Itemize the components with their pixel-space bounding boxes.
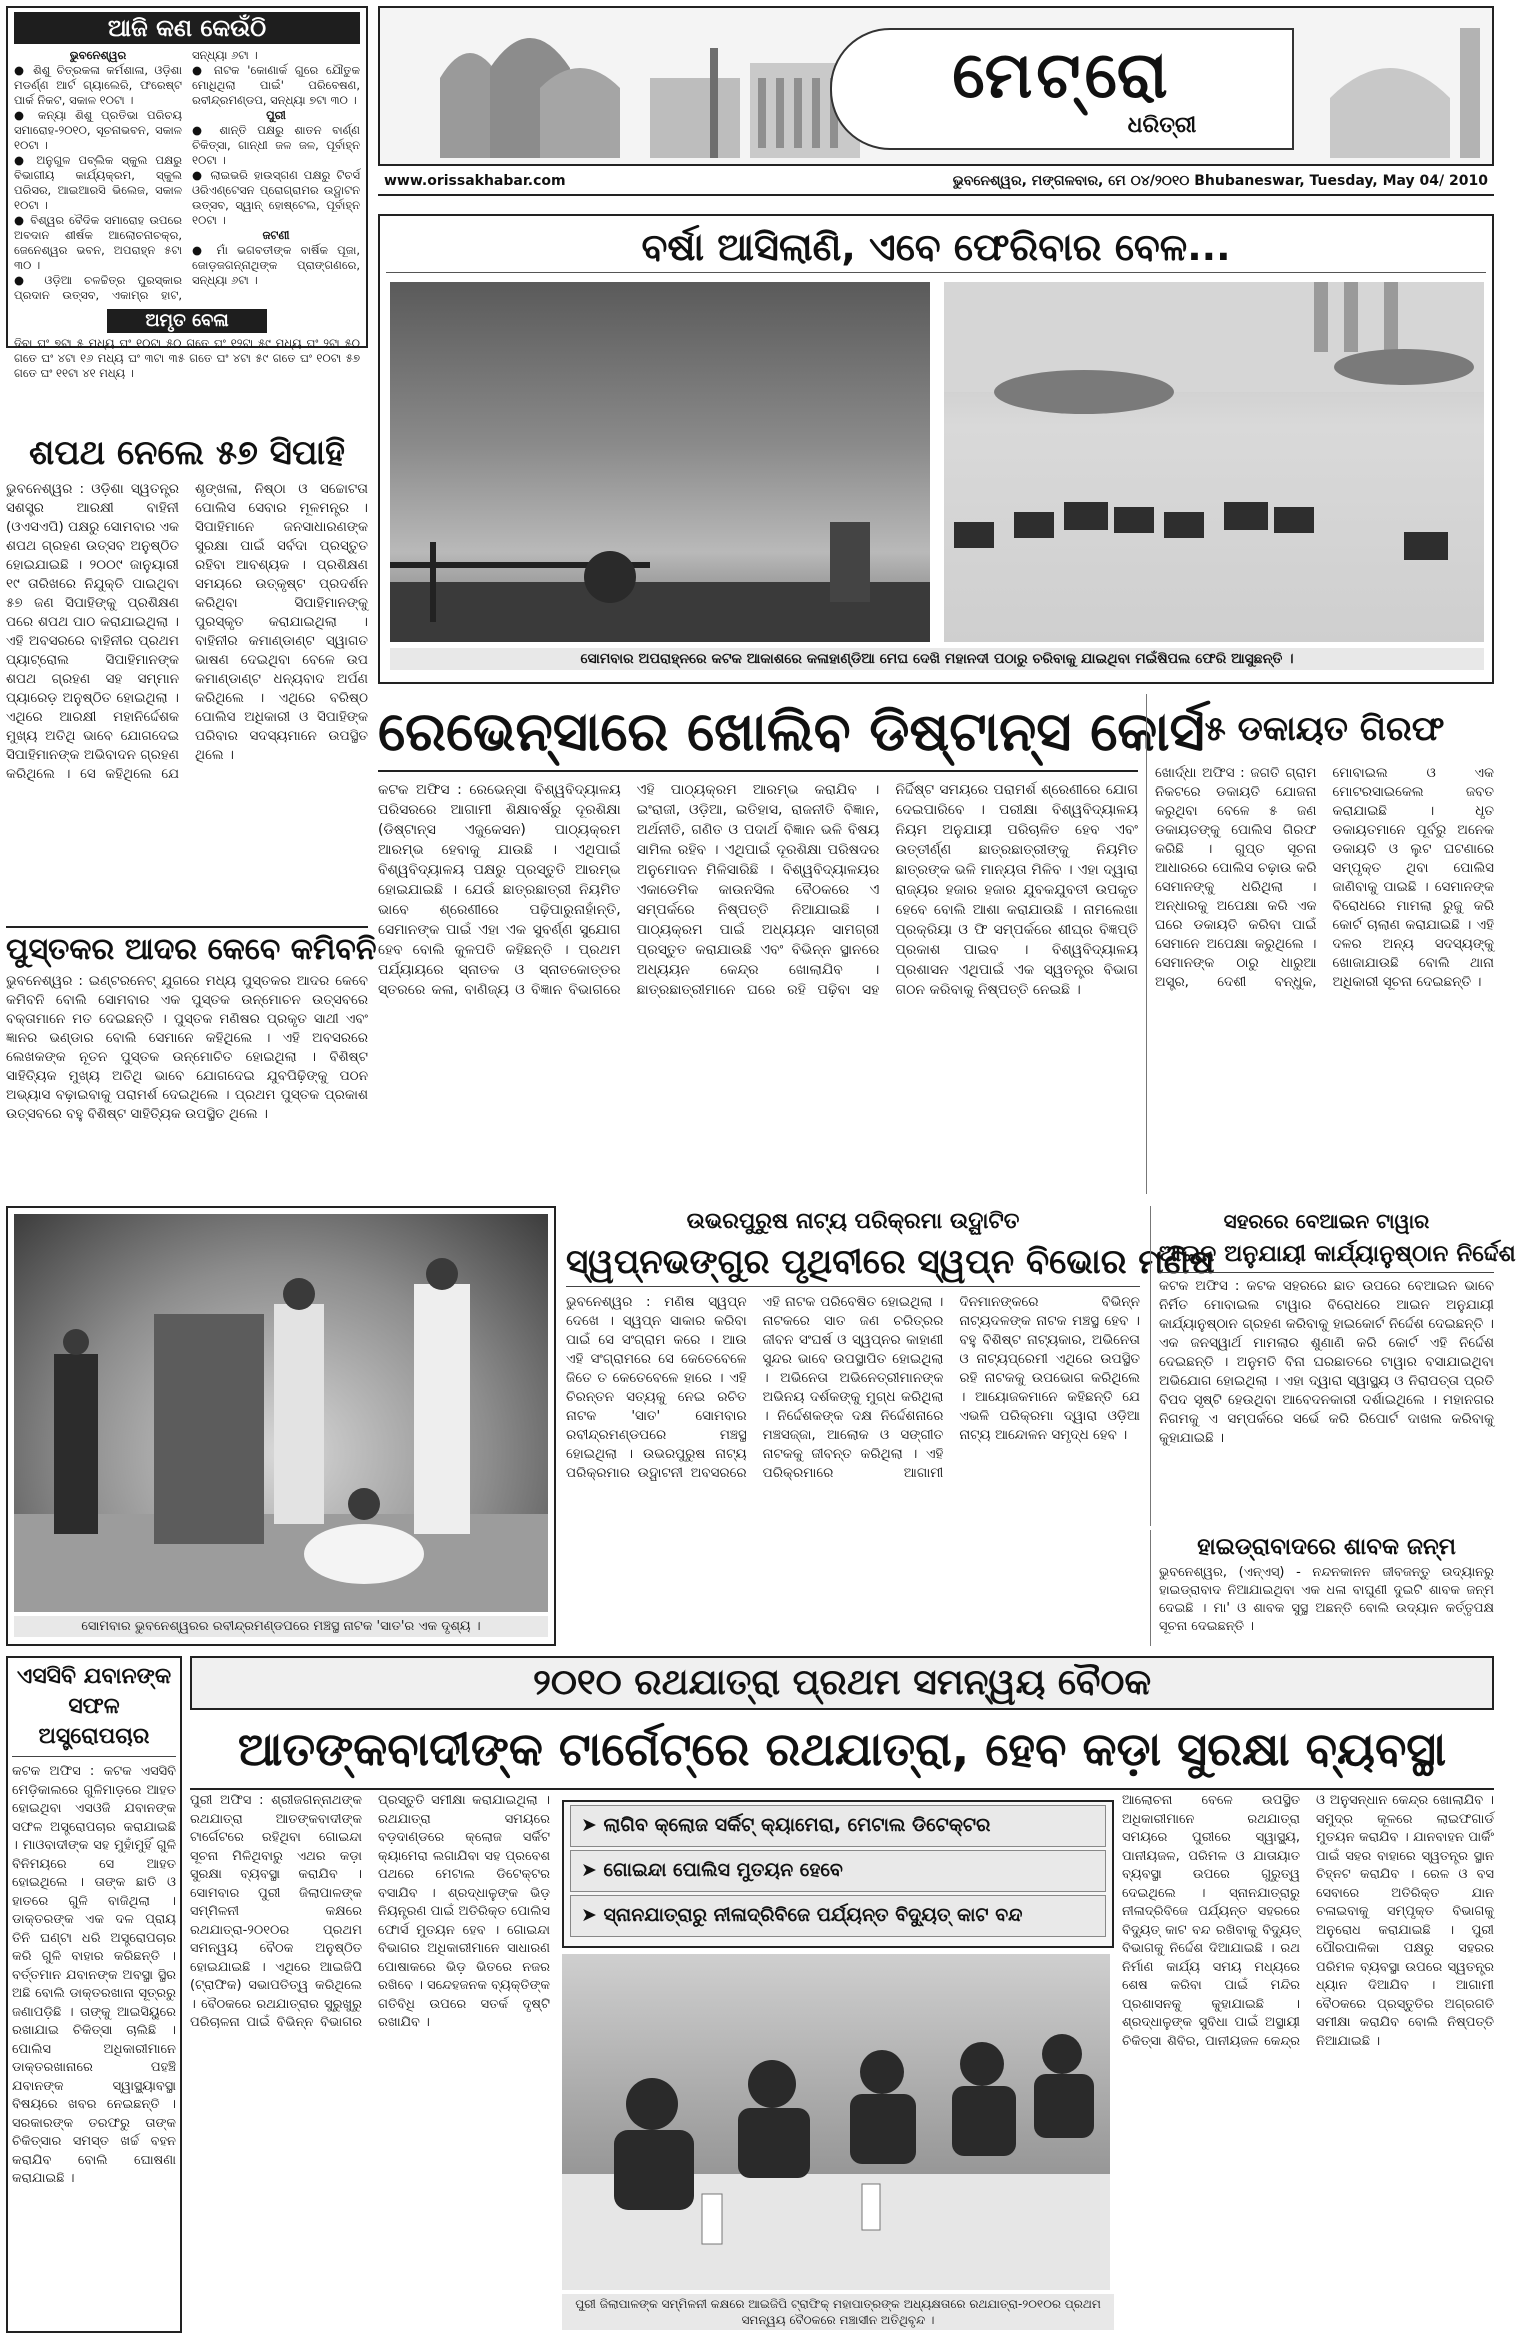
rathyatra-bullet-item: ➤ ଲାଗିବ କ୍ଲୋଜ ସର୍କିଟ୍ କ୍ୟାମେରା, ମେଟାଲ ଡିଟେକ୍ଟର [570,1805,1106,1847]
today-events-title: ଆଜି କଣ କେଉଁଠି [14,12,360,44]
masthead-title: ମେଟ୍ରୋ [952,39,1172,113]
hyena-body: ଭୁବନେଶ୍ୱର, (ଏନ୍ଏସ୍) - ନନ୍ଦନକାନନ ଜୀବଜନ୍ତୁ ଉଦ୍ୟାନରୁ ହାଇଡ୍ରାବାଦ ନିଆଯାଇଥିବା ଏକ ଧଳା ବାଘୁଣୀ ଦୁଇଟି ଶାବକ ଜନ୍ମ ଦେଇଛି । ମା' ଓ ଶାବକ ସୁସ୍ଥ ଅଛନ୍ତି ବୋଲି ଉଦ୍ୟାନ କର୍ତ୍ତୃପକ୍ଷ ସୂଚନା ଦେଇଛନ୍ତି । [1159,1565,1494,1634]
hyena-headline: ହାଇଡ୍ରାବାଦରେ ଶାବକ ଜନ୍ମ [1197,1534,1456,1560]
tower-body: କଟକ ଅଫିସ : କଟକ ସହରରେ ଛାତ ଉପରେ ବେଆଇନ ଭାବେ ନିର୍ମିତ ମୋବାଇଲ ଟାୱାର ବିରୋଧରେ ଆଇନ ଅନୁଯାୟୀ କାର୍ଯ୍ୟାନୁଷ୍ଠାନ ଗ୍ରହଣ କରିବାକୁ ହାଇକୋର୍ଟ ନିର୍ଦ୍ଦେଶ ଦେଇଛନ୍ତି । ଏକ ଜନସ୍ୱାର୍ଥ ମାମଲାର ଶୁଣାଣି କରି କୋର୍ଟ ଏହି ନିର୍ଦ୍ଦେଶ ଦେଇଛନ୍ତି । ଅନୁମତି ବିନା ଘରଛାତରେ ଟାୱାର ବସାଯାଇଥିବା ଅଭିଯୋଗ ହୋଇଥିଲା । ଏହା ଦ୍ୱାରା ସ୍ୱାସ୍ଥ୍ୟ ଓ ନିରାପତ୍ତା ପ୍ରତି ବିପଦ ସୃଷ୍ଟି ହେଉଥିବା ଆବେଦନକାରୀ ଦର୍ଶାଇଥିଲେ । ମହାନଗର ନିଗମକୁ ଏ ସମ୍ପର୍କରେ ସର୍ଭେ କରି ରିପୋର୍ଟ ଦାଖଲ କରିବାକୁ କୁହାଯାଇଛି । [1159,1278,1494,1446]
masthead [378,6,1494,166]
buffalo-photo-art [944,282,1484,642]
oath-body: ଭୁବନେଶ୍ୱର : ଓଡ଼ିଶା ସ୍ୱତନ୍ତ୍ର ସଶସ୍ତ୍ର ଆରକ୍ଷୀ ବାହିନୀ (ଓଏସଏପି) ପକ୍ଷରୁ ସୋମବାର ଏକ ଶପଥ ଗ୍ରହଣ ଉତ୍ସବ ଅନୁଷ୍ଠିତ ହୋଇଯାଇଛି । ୨୦୦୯ ଜାନୁୟାରୀ ୧୯ ତାରିଖରେ ନିଯୁକ୍ତି ପାଇଥିବା ୫୭ ଜଣ ସିପାହିଙ୍କୁ ପ୍ରଶିକ୍ଷଣ ପରେ ଶପଥ ପାଠ କରାଯାଇଥିଲା । ଏହି ଅବସରରେ ବାହିନୀର ପ୍ରଥମ ପ୍ୟାଟ୍ରୋଲ ସିପାହିମାନଙ୍କ ଶପଥ ଗ୍ରହଣ ସହ ସମ୍ମାନ ପ୍ୟାରେଡ଼ ଅନୁଷ୍ଠିତ ହୋଇଥିଲା । ଏଥିରେ ଆରକ୍ଷୀ ମହାନିର୍ଦ୍ଦେଶକ ମୁଖ୍ୟ ଅତିଥି ଭାବେ ଯୋଗଦେଇ ସିପାହିମାନଙ୍କ ଅଭିବାଦନ ଗ୍ରହଣ କରିଥିଲେ । ସେ କହିଥିଲେ ଯେ ଶୃଙ୍ଖଳା, ନିଷ୍ଠା ଓ ସଚ୍ଚୋଟତା ପୋଲିସ ସେବାର ମୂଳମନ୍ତ୍ର । ସିପାହିମାନେ ଜନସାଧାରଣଙ୍କ ସୁରକ୍ଷା ପାଇଁ ସର୍ବଦା ପ୍ରସ୍ତୁତ ରହିବା ଆବଶ୍ୟକ । ପ୍ରଶିକ୍ଷଣ ସମୟରେ ଉତ୍କୃଷ୍ଟ ପ୍ରଦର୍ଶନ କରିଥିବା ସିପାହିମାନଙ୍କୁ ପୁରସ୍କୃତ କରାଯାଇଥିଲା । ବାହିନୀର କମାଣ୍ଡାଣ୍ଟ ସ୍ୱାଗତ ଭାଷଣ ଦେଇଥିବା ବେଳେ ଉପ କମାଣ୍ଡାଣ୍ଟ ଧନ୍ୟବାଦ ଅର୍ପଣ କରିଥିଲେ । ଏଥିରେ ବରିଷ୍ଠ ପୋଲିସ ଅଧିକାରୀ ଓ ସିପାହିଙ୍କ ପରିବାର ସଦସ୍ୟମାନେ ଉପସ୍ଥିତ ଥିଲେ । [6,481,368,782]
events-city-label: ଭୁବନେଶ୍ୱର [69,48,127,62]
rathyatra-headline: ଆତଙ୍କବାଦୀଙ୍କ ଟାର୍ଗେଟ୍‌ରେ ରଥଯାତ୍ରା, ହେବ କଡ଼ା ସୁରକ୍ଷା ବ୍ୟବସ୍ଥା [190,1710,1494,1790]
masthead-logo [830,28,1294,150]
meeting-photo [562,1954,1110,2290]
meeting-caption: ପୁରୀ ଜିଲାପାଳଙ୍କ ସମ୍ମିଳନୀ କକ୍ଷରେ ଆଇଜିପି ଟ୍ରାଫିକ୍ ମହାପାତ୍ରଙ୍କ ଅଧ୍ୟକ୍ଷତାରେ ରଥଯାତ୍ରା-୨୦୧୦ର ପ୍ରଥମ ସମନ୍ୱୟ ବୈଠକରେ ମଞ୍ଚାସୀନ ଅତିଥିବୃନ୍ଦ । [562,2294,1114,2330]
drama-photo-art [14,1214,548,1612]
drama-headline: ସ୍ୱପ୍ନଭଙ୍ଗୁର ପୃଥିବୀରେ ସ୍ୱପ୍ନ ବିଭୋର ମଣିଷ [566,1238,1140,1287]
event-item: ● ବିଶ୍ୱର ବୈଦିକ ସମାରୋହ ଉପରେ ଅବଦାନ ଶୀର୍ଷକ ଆଲୋଚନାଚକ୍ର, ଜେନେଶ୍ୱର ଭବନ, ଅପରାହ୍ନ ୫ଟା ୩୦ । [14,213,182,272]
event-item: ● ଶାନ୍ତି ପକ୍ଷରୁ ଶାତନ ବାର୍ଣ୍ଣ ଚିକିତ୍ସା, ଗାନ୍ଧୀ ଜଳ ଜଳ, ପୂର୍ବାହ୍ନ ୧୦ଟା । [192,123,360,167]
event-item: ● ଅନୁଗୁଳ ପବ୍ଲିକ ସ୍କୁଲ ପକ୍ଷରୁ ବିଭାଗୀୟ କାର୍ଯ୍ୟକ୍ରମ, ସ୍କୁଲ ପରିସର, ଆଇଆରସି ଭିଲେଜ, ସକାଳ ୧୦ଟା । [14,153,182,212]
operation-body: କଟକ ଅଫିସ : କଟକ ଏସସିବି ମେଡ଼ିକାଲରେ ଗୁଳିମାଡ଼ରେ ଆହତ ହୋଇଥିବା ଏସଓଜି ଯବାନଙ୍କ ସଫଳ ଅସ୍ତ୍ରୋପଚାର କରାଯାଇଛି । ମାଓବାଦୀଙ୍କ ସହ ମୁହାଁମୁହିଁ ଗୁଳି ବିନିମୟରେ ସେ ଆହତ ହୋଇଥିଲେ । ତାଙ୍କ ଛାତି ଓ ହାତରେ ଗୁଳି ବାଜିଥିଲା । ଡାକ୍ତରଙ୍କ ଏକ ଦଳ ପ୍ରାୟ ତିନି ଘଣ୍ଟା ଧରି ଅସ୍ତ୍ରୋପଚାର କରି ଗୁଳି ବାହାର କରିଛନ୍ତି । ବର୍ତ୍ତମାନ ଯବାନଙ୍କ ଅବସ୍ଥା ସ୍ଥିର ଅଛି ବୋଲି ଡାକ୍ତରଖାନା ସୂତ୍ରରୁ ଜଣାପଡ଼ିଛି । ତାଙ୍କୁ ଆଇସିୟୁରେ ରଖାଯାଇ ଚିକିତ୍ସା ଚାଲିଛି । ପୋଲିସ ଅଧିକାରୀମାନେ ଡାକ୍ତରଖାନାରେ ପହଞ୍ଚି ଯବାନଙ୍କ ସ୍ୱାସ୍ଥ୍ୟାବସ୍ଥା ବିଷୟରେ ଖବର ନେଇଛନ୍ତି । ସରକାରଙ୍କ ତରଫରୁ ତାଙ୍କ ଚିକିତ୍ସାର ସମସ୍ତ ଖର୍ଚ୍ଚ ବହନ କରାଯିବ ବୋଲି ଘୋଷଣା କରାଯାଇଛି । [12,1764,176,2186]
operation-story [6,1656,182,2333]
meeting-photo-art [562,1954,1110,2290]
book-headline: ପୁସ୍ତକର ଆଦର କେବେ କମିବନି [6,932,377,967]
rathyatra-body-left: ପୁରୀ ଅଫିସ : ଶ୍ରୀଜଗନ୍ନାଥଙ୍କ ରଥଯାତ୍ରା ଆତଙ୍କବାଦୀଙ୍କ ଟାର୍ଗେଟରେ ରହିଥିବା ଗୋଇନ୍ଦା ସୂଚନା ମିଳିଥିବାରୁ ଏଥର କଡ଼ା ସୁରକ୍ଷା ବ୍ୟବସ୍ଥା କରାଯିବ । ସୋମବାର ପୁରୀ ଜିଲାପାଳଙ୍କ ସମ୍ମିଳନୀ କକ୍ଷରେ ରଥଯାତ୍ରା-୨୦୧୦ର ପ୍ରଥମ ସମନ୍ୱୟ ବୈଠକ ଅନୁଷ୍ଠିତ ହୋଇଯାଇଛି । ଏଥିରେ ଆଇଜିପି (ଟ୍ରାଫିକ) ସଭାପତିତ୍ୱ କରିଥିଲେ । ବୈଠକରେ ରଥଯାତ୍ରାର ସୁରୁଖୁରୁ ପରିଚାଳନା ପାଇଁ ବିଭିନ୍ନ ବିଭାଗର ପ୍ରସ୍ତୁତି ସମୀକ୍ଷା କରାଯାଇଥିଲା । ରଥଯାତ୍ରା ସମୟରେ ବଡ଼ଦାଣ୍ଡରେ କ୍ଲୋଜ ସର୍କିଟ କ୍ୟାମେରା ଲଗାଯିବା ସହ ପ୍ରବେଶ ପଥରେ ମେଟାଲ ଡିଟେକ୍ଟର ବସାଯିବ । ଶ୍ରଦ୍ଧାଳୁଙ୍କ ଭିଡ଼ ନିୟନ୍ତ୍ରଣ ପାଇଁ ଅତିରିକ୍ତ ପୋଲିସ ଫୋର୍ସ ମୁତୟନ ହେବ । ଗୋଇନ୍ଦା ବିଭାଗର ଅଧିକାରୀମାନେ ସାଧାରଣ ପୋଷାକରେ ଭିଡ଼ ଭିତରେ ନଜର ରଖିବେ । ସନ୍ଦେହଜନକ ବ୍ୟକ୍ତିଙ୍କ ଗତିବିଧି ଉପରେ ସତର୍କ ଦୃଷ୍ଟି ରଖାଯିବ । [190,1793,550,2030]
ravenshaw-headline: ରେଭେନ୍ସାରେ ଖୋଲିବ ଡିଷ୍ଟାନ୍ସ କୋର୍ସ [378,694,1138,772]
clouds-photo-art [390,282,930,642]
drama-photo-frame [6,1206,556,1646]
event-item: ● ଲାଇଭରି ହାଉସ୍ଗଣ ପକ୍ଷରୁ ଟିଚର୍ସ ଓରିଏଣ୍ଟେସନ ପ୍ରୋଗ୍ରାମର ଉଦ୍ଘାଟନ ଉତ୍ସବ, ସ୍ୱାନ୍ ହୋଷ୍ଟେଲ, ପୂର୍ବାହ୍ନ ୧୦ଟା । [192,168,360,227]
events-city-label: ପୁରୀ [266,108,286,122]
drama-photo [14,1214,548,1612]
rathyatra-story [190,1656,1494,2333]
rathyatra-bullet-item: ➤ ଗୋଇନ୍ଦା ପୋଲିସ ମୁତୟନ ହେବେ [570,1850,1106,1892]
rathyatra-bullets [562,1800,1114,1948]
operation-headline: ଏସସିବି ଯବାନଙ୍କ ସଫଳ ଅସ୍ତ୍ରୋପଚାର [12,1662,176,1757]
dacoit-headline: ୫ ଡକାୟତ ଗିରଫ [1204,709,1445,749]
drama-body: ଭୁବନେଶ୍ୱର : ମଣିଷ ସ୍ୱପ୍ନ ଦେଖେ । ସ୍ୱପ୍ନ ସାକାର କରିବା ପାଇଁ ସେ ସଂଗ୍ରାମ କରେ । ଆଉ ଏହି ସଂଗ୍ରାମରେ ସେ କେତେବେଳେ ଜିତେ ତ କେତେବେଳେ ହାରେ । ଏହି ଚିରନ୍ତନ ସତ୍ୟକୁ ନେଇ ରଚିତ ନାଟକ 'ସାତ' ସୋମବାର ରବୀନ୍ଦ୍ରମଣ୍ଡପରେ ମଞ୍ଚସ୍ଥ ହୋଇଥିଲା । ଉଭରପୁରୁଷ ନାଟ୍ୟ ପରିକ୍ରମାର ଉଦ୍ଘାଟନୀ ଅବସରରେ ଏହି ନାଟକ ପରିବେଷିତ ହୋଇଥିଲା । ନାଟକରେ ସାତ ଜଣ ଚରିତ୍ରର ଜୀବନ ସଂଘର୍ଷ ଓ ସ୍ୱପ୍ନର କାହାଣୀ ସୁନ୍ଦର ଭାବେ ଉପସ୍ଥାପିତ ହୋଇଥିଲା । ଅଭିନେତା ଅଭିନେତ୍ରୀମାନଙ୍କ ଅଭିନୟ ଦର୍ଶକଙ୍କୁ ମୁଗ୍ଧ କରିଥିଲା । ନିର୍ଦ୍ଦେଶକଙ୍କ ଦକ୍ଷ ନିର୍ଦ୍ଦେଶନାରେ ମଞ୍ଚସଜ୍ଜା, ଆଲୋକ ଓ ସଙ୍ଗୀତ ନାଟକକୁ ଜୀବନ୍ତ କରିଥିଲା । ଏହି ପରିକ୍ରମାରେ ଆଗାମୀ ଦିନମାନଙ୍କରେ ବିଭିନ୍ନ ନାଟ୍ୟଦଳଙ୍କ ନାଟକ ମଞ୍ଚସ୍ଥ ହେବ । ବହୁ ବିଶିଷ୍ଟ ନାଟ୍ୟକାର, ଅଭିନେତା ଓ ନାଟ୍ୟପ୍ରେମୀ ଏଥିରେ ଉପସ୍ଥିତ ରହି ନାଟକକୁ ଉପଭୋଗ କରିଥିଲେ । ଆୟୋଜକମାନେ କହିଛନ୍ତି ଯେ ଏଭଳି ପରିକ୍ରମା ଦ୍ୱାରା ଓଡ଼ିଆ ନାଟ୍ୟ ଆନ୍ଦୋଳନ ସମୃଦ୍ଧ ହେବ । [566,1294,1140,1481]
ravenshaw-body: କଟକ ଅଫିସ : ରେଭେନ୍ସା ବିଶ୍ୱବିଦ୍ୟାଳୟ ପରିସରରେ ଆଗାମୀ ଶିକ୍ଷାବର୍ଷରୁ ଦୂରଶିକ୍ଷା (ଡିଷ୍ଟାନ୍ସ ଏଜୁକେସନ) ପାଠ୍ୟକ୍ରମ ଆରମ୍ଭ ହେବାକୁ ଯାଉଛି । ଏଥିପାଇଁ ବିଶ୍ୱବିଦ୍ୟାଳୟ ପକ୍ଷରୁ ପ୍ରସ୍ତୁତି ଆରମ୍ଭ ହୋଇଯାଇଛି । ଯେଉଁ ଛାତ୍ରଛାତ୍ରୀ ନିୟମିତ ଭାବେ ଶ୍ରେଣୀରେ ପଢ଼ିପାରୁନାହାଁନ୍ତି, ସେମାନଙ୍କ ପାଇଁ ଏହା ଏକ ସୁବର୍ଣ୍ଣ ସୁଯୋଗ ହେବ ବୋଲି କୁଳପତି କହିଛନ୍ତି । ପ୍ରଥମ ପର୍ଯ୍ୟାୟରେ ସ୍ନାତକ ଓ ସ୍ନାତକୋତ୍ତର ସ୍ତରରେ କଳା, ବାଣିଜ୍ୟ ଓ ବିଜ୍ଞାନ ବିଭାଗରେ ଏହି ପାଠ୍ୟକ୍ରମ ଆରମ୍ଭ କରାଯିବ । ଇଂରାଜୀ, ଓଡ଼ିଆ, ଇତିହାସ, ରାଜନୀତି ବିଜ୍ଞାନ, ଅର୍ଥନୀତି, ଗଣିତ ଓ ପଦାର୍ଥ ବିଜ୍ଞାନ ଭଳି ବିଷୟ ସାମିଲ ରହିବ । ଏଥିପାଇଁ ଦୂରଶିକ୍ଷା ପରିଷଦର ଅନୁମୋଦନ ମିଳିସାରିଛି । ବିଶ୍ୱବିଦ୍ୟାଳୟର ଏକାଡେମିକ କାଉନସିଲ ବୈଠକରେ ଏ ସମ୍ପର୍କରେ ନିଷ୍ପତ୍ତି ନିଆଯାଇଛି । ପାଠ୍ୟକ୍ରମ ପାଇଁ ଅଧ୍ୟୟନ ସାମଗ୍ରୀ ପ୍ରସ୍ତୁତ କରାଯାଉଛି ଏବଂ ବିଭିନ୍ନ ସ୍ଥାନରେ ଅଧ୍ୟୟନ କେନ୍ଦ୍ର ଖୋଲାଯିବ । ଛାତ୍ରଛାତ୍ରୀମାନେ ଘରେ ରହି ପଢ଼ିବା ସହ ନିର୍ଦ୍ଦିଷ୍ଟ ସମୟରେ ପରାମର୍ଶ ଶ୍ରେଣୀରେ ଯୋଗ ଦେଇପାରିବେ । ପରୀକ୍ଷା ବିଶ୍ୱବିଦ୍ୟାଳୟ ନିୟମ ଅନୁଯାୟୀ ପରିଚାଳିତ ହେବ ଏବଂ ଉତ୍ତୀର୍ଣ୍ଣ ଛାତ୍ରଛାତ୍ରୀଙ୍କୁ ନିୟମିତ ଛାତ୍ରଙ୍କ ଭଳି ମାନ୍ୟତା ମିଳିବ । ଏହା ଦ୍ୱାରା ରାଜ୍ୟର ହଜାର ହଜାର ଯୁବକଯୁବତୀ ଉପକୃତ ହେବେ ବୋଲି ଆଶା କରାଯାଉଛି । ନାମଲେଖା ପ୍ରକ୍ରିୟା ଓ ଫି ସମ୍ପର୍କରେ ଶୀଘ୍ର ବିଜ୍ଞପ୍ତି ପ୍ରକାଶ ପାଇବ । ବିଶ୍ୱବିଦ୍ୟାଳୟ ପ୍ରଶାସନ ଏଥିପାଇଁ ଏକ ସ୍ୱତନ୍ତ୍ର ବିଭାଗ ଗଠନ କରିବାକୁ ନିଷ୍ପତ୍ତି ନେଇଛି । [378,782,1138,998]
amrit-bela-text: ଦିବା ଘଂ ୭ଟା ୫ ମଧ୍ୟ ଘଂ ୧୦ଟା ୫୦ ଗତେ ଘଂ ୧୨ଟା ୫୯ ମଧ୍ୟ ଘଂ ୨ଟା ୫୦ ଗତେ ଘଂ ୪ଟା ୧୬ ମଧ୍ୟ ଘଂ ୩ଟା ୩୫ ଗତେ ଘଂ ୪ଟା ୫୯ ଗତେ ଘଂ ୧୦ଟା ୫୭ ଗତେ ଘଂ ୧୧ଟା ୪୧ ମଧ୍ୟ । [14,336,360,380]
drama-caption: ସୋମବାର ଭୁବନେଶ୍ୱରର ରବୀନ୍ଦ୍ରମଣ୍ଡପରେ ମଞ୍ଚସ୍ଥ ନାଟକ 'ସାତ'ର ଏକ ଦୃଶ୍ୟ । [14,1616,548,1637]
drama-kicker: ଉଭରପୁରୁଷ ନାଟ୍ୟ ପରିକ୍ରମା ଉଦ୍ଘାଟିତ [686,1209,1020,1234]
dateline-bar [378,168,1494,196]
tower-headline: ଆଇନ ଅନୁଯାୟୀ କାର୍ଯ୍ୟାନୁଷ୍ଠାନ ନିର୍ଦ୍ଦେଶ [1159,1236,1494,1273]
tower-story [1150,1206,1516,1526]
today-events-box [6,6,368,380]
ravenshaw-story [378,694,1205,1194]
rain-feature [378,214,1494,684]
dateline: ଭୁବନେଶ୍ୱର, ମଙ୍ଗଳବାର, ମେ ୦୪/୨୦୧୦ Bhubaneswar, Tuesday, May 04/ 2010 [952,173,1488,189]
event-item: ● ଓଡ଼ିଆ ଚଳଚ୍ଚିତ୍ର ପୁରସ୍କାର ପ୍ରଦାନ ଉତ୍ସବ, ଏକାମ୍ର ହାଟ, ସନ୍ଧ୍ୟା ୬ଟା । [14,48,258,302]
oath-story [6,430,368,918]
rathyatra-kicker: ୨୦୧୦ ରଥଯାତ୍ରା ପ୍ରଥମ ସମନ୍ୱୟ ବୈଠକ [190,1656,1494,1710]
book-body: ଭୁବନେଶ୍ୱର : ଇଣ୍ଟରନେଟ୍ ଯୁଗରେ ମଧ୍ୟ ପୁସ୍ତକର ଆଦର କେବେ କମିବନି ବୋଲି ସୋମବାର ଏକ ପୁସ୍ତକ ଉନ୍ମୋଚନ ଉତ୍ସବରେ ବକ୍ତାମାନେ ମତ ଦେଇଛନ୍ତି । ପୁସ୍ତକ ମଣିଷର ପ୍ରକୃତ ସାଥୀ ଏବଂ ଜ୍ଞାନର ଭଣ୍ଡାର ବୋଲି ସେମାନେ କହିଥିଲେ । ଏହି ଅବସରରେ ଲେଖକଙ୍କ ନୂତନ ପୁସ୍ତକ ଉନ୍ମୋଚିତ ହୋଇଥିଲା । ବିଶିଷ୍ଟ ସାହିତ୍ୟିକ ମୁଖ୍ୟ ଅତିଥି ଭାବେ ଯୋଗଦେଇ ଯୁବପିଢ଼ିଙ୍କୁ ପଠନ ଅଭ୍ୟାସ ବଢ଼ାଇବାକୁ ପରାମର୍ଶ ଦେଇଥିଲେ । ପ୍ରଥମ ପୁସ୍ତକ ପ୍ରକାଶ ଉତ୍ସବରେ ବହୁ ବିଶିଷ୍ଟ ସାହିତ୍ୟିକ ଉପସ୍ଥିତ ଥିଲେ । [6,973,368,1122]
event-item: ● ମାଁ ଭଗବତୀଙ୍କ ବାର୍ଷିକ ପୂଜା, ଜୋଡ଼ଜଗନ୍ନାଥିଙ୍କ ପ୍ରାଙ୍ଗଣରେ, ସନ୍ଧ୍ୟା ୬ଟା । [192,243,360,287]
rain-caption: ସୋମବାର ଅପରାହ୍ନରେ କଟକ ଆକାଶରେ କଳାହାଣ୍ଡିଆ ମେଘ ଦେଖି ମହାନଦୀ ପଠାରୁ ଚରିବାକୁ ଯାଇଥିବା ମଇଁଷିପଲ ଫେରି ଆସୁଛନ୍ତି । [390,648,1484,670]
book-story [6,926,377,1196]
event-item: ● ନାଟକ 'କୋଣାର୍କ ଗୁରେ ଯୌତୁକ ମୋଧିଥିଲା ପାଇଁ' ପରିବେଷଣ, ରବୀନ୍ଦ୍ରମଣ୍ଡପ, ସନ୍ଧ୍ୟା ୭ଟା ୩୦ । [192,63,360,107]
event-item: ● କନ୍ୟା ଶିଶୁ ପ୍ରତିଭା ପରିଚୟ ସମାରୋହ-୨୦୧୦, ସୂଚନାଭବନ, ସକାଳ ୧୦ଟା । [14,108,182,152]
hyena-story [1150,1530,1494,1646]
rain-photo-buffalo [944,282,1484,642]
website-link[interactable]: www.orissakhabar.com [384,173,566,189]
rathyatra-bullet-item: ➤ ସ୍ନାନଯାତ୍ରାରୁ ନୀଳାଦ୍ରିବିଜେ ପର୍ଯ୍ୟନ୍ତ ବିଦ୍ୟୁତ୍ କାଟ ବନ୍ଦ [570,1895,1106,1937]
rain-headline: ବର୍ଷା ଆସିଲାଣି, ଏବେ ଫେରିବାର ବେଳ... [386,222,1486,273]
masthead-subtitle: ଧରିତ୍ରୀ [1127,113,1197,138]
tower-kicker: ସହରରେ ବେଆଇନ ଟାୱାର [1223,1209,1430,1233]
events-city-label: ଜଟଣୀ [262,228,290,242]
oath-headline: ଶପଥ ନେଲେ ୫୭ ସିପାହି [29,433,345,473]
dacoit-body: ଖୋର୍ଦ୍ଧା ଅଫିସ : ଜଗତି ଗ୍ରାମ ନିକଟରେ ଡକାୟତି ଯୋଜନା କରୁଥିବା ବେଳେ ୫ ଜଣ ଡକାୟତଙ୍କୁ ପୋଲିସ ଗିରଫ କରିଛି । ଗୁପ୍ତ ସୂଚନା ଆଧାରରେ ପୋଲିସ ଚଢ଼ାଉ କରି ସେମାନଙ୍କୁ ଧରିଥିଲା । ଅନ୍ଧାରକୁ ଅପେକ୍ଷା କରି ଏକ ଘରେ ଡକାୟତି କରିବା ପାଇଁ ସେମାନେ ଅପେକ୍ଷା କରୁଥିଲେ । ସେମାନଙ୍କ ଠାରୁ ଧାରୁଆ ଅସ୍ତ୍ର, ଦେଶୀ ବନ୍ଧୁକ, ମୋବାଇଲ ଓ ଏକ ମୋଟରସାଇକେଲ ଜବତ କରାଯାଇଛି । ଧୃତ ଡକାୟତମାନେ ପୂର୍ବରୁ ଅନେକ ଡକାୟତି ଓ ଲୁଟ ଘଟଣାରେ ସମ୍ପୃକ୍ତ ଥିବା ପୋଲିସ ଜାଣିବାକୁ ପାଇଛି । ସେମାନଙ୍କ ବିରୋଧରେ ମାମଲା ରୁଜୁ କରି କୋର୍ଟ ଚାଲାଣ କରାଯାଇଛି । ଏହି ଦଳର ଅନ୍ୟ ସଦସ୍ୟଙ୍କୁ ଖୋଜାଯାଉଛି ବୋଲି ଥାନା ଅଧିକାରୀ ସୂଚନା ଦେଇଛନ୍ତି । [1155,765,1494,990]
rathyatra-body-right: ଆଲୋଚନା ବେଳେ ଉପସ୍ଥିତ ଅଧିକାରୀମାନେ ରଥଯାତ୍ରା ସମୟରେ ପୁରୀରେ ସ୍ୱାସ୍ଥ୍ୟ, ପାନୀୟଜଳ, ପରିମଳ ଓ ଯାତାୟାତ ବ୍ୟବସ୍ଥା ଉପରେ ଗୁରୁତ୍ୱ ଦେଇଥିଲେ । ସ୍ନାନଯାତ୍ରାରୁ ନୀଳାଦ୍ରିବିଜେ ପର୍ଯ୍ୟନ୍ତ ସହରରେ ବିଦ୍ୟୁତ୍ କାଟ ବନ୍ଦ ରଖିବାକୁ ବିଦ୍ୟୁତ୍ ବିଭାଗକୁ ନିର୍ଦ୍ଦେଶ ଦିଆଯାଇଛି । ରଥ ନିର୍ମାଣ କାର୍ଯ୍ୟ ସମୟ ମଧ୍ୟରେ ଶେଷ କରିବା ପାଇଁ ମନ୍ଦିର ପ୍ରଶାସନକୁ କୁହାଯାଇଛି । ଶ୍ରଦ୍ଧାଳୁଙ୍କ ସୁବିଧା ପାଇଁ ଅସ୍ଥାୟୀ ଚିକିତ୍ସା ଶିବିର, ପାନୀୟଜଳ କେନ୍ଦ୍ର ଓ ଅନୁସନ୍ଧାନ କେନ୍ଦ୍ର ଖୋଲାଯିବ । ସମୁଦ୍ର କୂଳରେ ଲାଇଫଗାର୍ଡ ମୁତୟନ କରାଯିବ । ଯାନବାହନ ପାର୍କିଂ ପାଇଁ ସହର ବାହାରେ ସ୍ୱତନ୍ତ୍ର ସ୍ଥାନ ଚିହ୍ନଟ କରାଯିବ । ରେଳ ଓ ବସ ସେବାରେ ଅତିରିକ୍ତ ଯାନ ଚଳାଇବାକୁ ସମ୍ପୃକ୍ତ ବିଭାଗକୁ ଅନୁରୋଧ କରାଯାଇଛି । ପୁରୀ ପୌରପାଳିକା ପକ୍ଷରୁ ସହରର ପରିମଳ ବ୍ୟବସ୍ଥା ଉପରେ ସ୍ୱତନ୍ତ୍ର ଧ୍ୟାନ ଦିଆଯିବ । ଆଗାମୀ ବୈଠକରେ ପ୍ରସ୍ତୁତିର ଅଗ୍ରଗତି ସମୀକ୍ଷା କରାଯିବ ବୋଲି ନିଷ୍ପତ୍ତି ନିଆଯାଇଛି । [1122,1793,1494,2049]
drama-story [566,1206,1215,1646]
dacoit-story [1146,694,1494,1194]
amrit-bela-title: ଅମୃତ ବେଳା [107,309,267,333]
rain-photo-clouds [390,282,930,642]
event-item: ● ଶିଶୁ ଚିତ୍ରକଳା କର୍ମଶାଳା, ଓଡ଼ିଶା ମଡର୍ଣ୍ଣ ଆର୍ଟ ଗ୍ୟାଲେରି, ଫରେଷ୍ଟ ପାର୍କ ନିକଟ, ସକାଳ ୧୦ଟା । [14,63,182,107]
